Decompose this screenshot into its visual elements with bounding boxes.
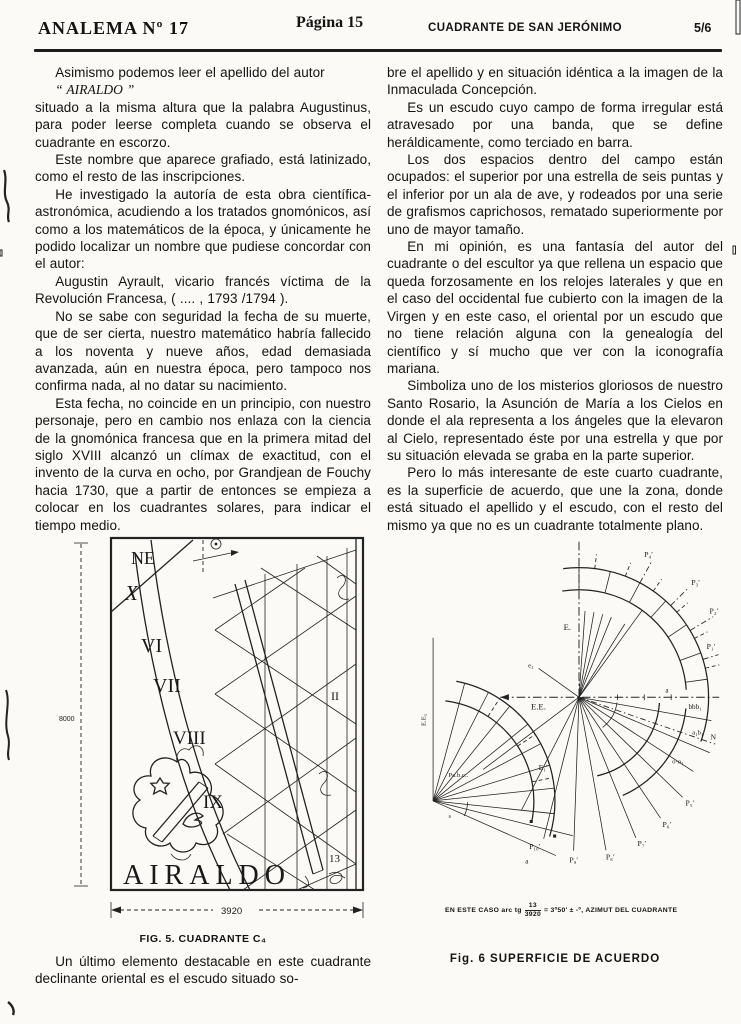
fig6-label-p2: P₂′ [709,606,719,616]
fig6-label-p8: P₈′ [605,852,615,862]
fig6-label-ab: a₁b₁ [692,729,704,737]
wing-icon [183,813,203,827]
fig6-label-p10: P₁₀′ [529,841,541,851]
fig6-label-n: N [710,732,717,742]
fraction-numerator: 13 [528,901,537,909]
author-name-line: “ AIRALDO ” [55,82,135,98]
fig6-label-e2: e₂ [528,662,534,670]
figure-5-sundial-drawing [35,534,371,945]
fig6-label-e1p: E₁′ [538,763,548,773]
page-number-label: Página 15 [296,14,364,31]
fig6-label-p6: P₆′ [662,819,672,829]
page-header [0,0,741,56]
fig5-hour-vi: VI [141,634,163,657]
journal-title: ANALEMA Nº 17 [38,18,189,38]
fig6-main-construction [448,542,719,865]
fig5-label-ne: NE [131,547,155,568]
fig6-label-ee: E.E. [531,701,546,712]
paragraph: Esta fecha, no coincide en un principio, con nuestro personaje, pero en cambio nos enlaza con la ciencia de la gnomónica francesa que en la primera mitad del siglo XVIII alcanzó un clímax de exactitud, con el invento de la curva en ocho, por Grandjean de Fouchy hacia 1730, que a partir de entonces se empieza a colocar en los cuadrantes solares, para indicar el tiempo medio. [35,395,371,533]
two-column-body [35,64,723,988]
fig6-label-a: a [665,686,669,695]
paragraph: Este nombre que aparece grafiado, está latinizado, como el resto de las inscripciones. [35,152,371,185]
right-column [387,64,723,988]
figure-6-geometry-drawing [387,534,723,965]
paragraph: situado a la misma altura que la palabra Augustinus, para poder leerse completa cuando se observa el cuadrante en escorzo. [35,99,371,150]
paragraph: Los dos espacios dentro del campo están ocupados: el superior por una estrella de seis puntas y el inferior por un ala de ave, y rodeados por una serie de grafismos caprichosos, rematado superiormente por uno de mayor tamaño. [387,152,723,237]
note-fraction [525,903,541,919]
paragraph: He investigado la autoría de esta obra científica-astronómica, acudiendo a los tratados gnomónicos, así como a los matemáticos de la época, y únicamente he podido localizar un nombre que pudiese concordar con el autor: [35,186,371,272]
left-column [35,64,371,988]
note-prefix: EN ESTE CASO arc tg [445,907,522,915]
fig5-hour-x: X [125,580,138,605]
fig5-hour-ix: IX [203,791,224,813]
fig6-label-oo: o·o₁ [672,758,684,766]
fig6-label-bbb: bbb₁ [688,702,702,711]
paragraph: bre el apellido y en situación idéntica a la imagen de la Inmaculada Concepción. [387,65,723,98]
fig5-width-dim: 3920 [221,905,243,917]
article-title: CUADRANTE DE SAN JERÓNIMO [428,22,623,34]
paragraph: En mi opinión, es una fantasía del autor del cuadrante o del escultor ya que rellena un espacio que queda forzosamente en los relojes laterales y que en el caso del occidental fue cubierto con la imagen de la Virgen y en este caso, el oriental por un escudo que no tiene relación alguna con la genealogía del científico y sí mucho que ver con la iconografía mariana. [387,239,723,376]
star-icon [151,778,169,794]
fig6-label-ee1: E.E₁ [420,713,428,727]
fig6-label-p9: P₉′ [569,855,579,865]
figure-6-caption: Fig. 6 SUPERFICIE DE ACUERDO [449,952,661,965]
fig6-label-p5: P₅′ [685,798,695,808]
fraction-denominator: 3920 [524,910,542,918]
fig6-label-e: E. [563,622,572,633]
fig5-height-dim: 8000 [59,715,75,723]
figure-5-caption: FIG. 5. CUADRANTE C₄ [139,932,267,945]
paragraph: Augustin Ayrault, vicario francés víctima de la Revolución Francesa, ( .... , 1793 /1794 ). [35,273,371,307]
fig5-hour-vii: VII [153,674,181,697]
sheet-number: 5/6 [694,21,712,35]
figure-6-formula-note [445,903,723,919]
fig5-label-ii: II [331,688,339,703]
fig5-drawing [35,534,371,926]
fig5-hour-viii: VIII [173,727,206,749]
fig6-label-p1: P₁′ [706,642,716,652]
fig6-label-s: s [448,813,451,821]
fig6-label-p3: P₃′ [691,577,700,587]
header-rule [34,49,722,52]
fig5-label-13: 13 [329,852,340,865]
note-suffix: = 3º50′ ± -º, AZIMUT DEL CUADRANTE [544,907,678,915]
paragraph: Pero lo más interesante de este cuarto cuadrante, es la superficie de acuerdo, que une la zona, donde está situado el apellido y el escudo, con el resto del mismo ya que no es un cuadrante totalmente plano. [387,465,723,533]
paragraph: Es un escudo cuyo campo de forma irregular está atravesado por una banda, que se define heráldicamente, como terciado en barra. [387,99,723,150]
paragraph: Simboliza uno de los misterios gloriosos de nuestro Santo Rosario, la Asunción de María a los Cielos en donde el ala representa a los ángeles que la elevaron al Cielo, representado éste por una estrella y que por su situación elevada se graba en la parte superior. [387,378,723,463]
paragraph: No se sabe con seguridad la fecha de su muerte, que de ser cierta, nuestro matemático habría fallecido a los noventa y nueve años, edad demasiada avanzada, aún en nuestra época, pero tampoco nos confirma nada, al no datar su nacimiento. [35,308,371,394]
fig6-label-a2: a [525,857,529,866]
fig6-label-p4: P₄′ [644,550,653,560]
fig5-inscription-airaldo: AIRALDO [123,859,291,891]
fig6-label-pabc: Pa.b.c.. [448,771,469,779]
fig6-drawing [387,534,723,896]
fig6-mini-fan [420,638,572,866]
paragraph: Un último elemento destacable en este cuadrante declinante oriental es el escudo situado so- [35,953,371,987]
zodiac-squiggle [319,771,331,795]
fig6-label-p7: P₇′ [637,839,647,849]
paragraph: Asimismo podemos leer el apellido del autor [55,65,325,80]
